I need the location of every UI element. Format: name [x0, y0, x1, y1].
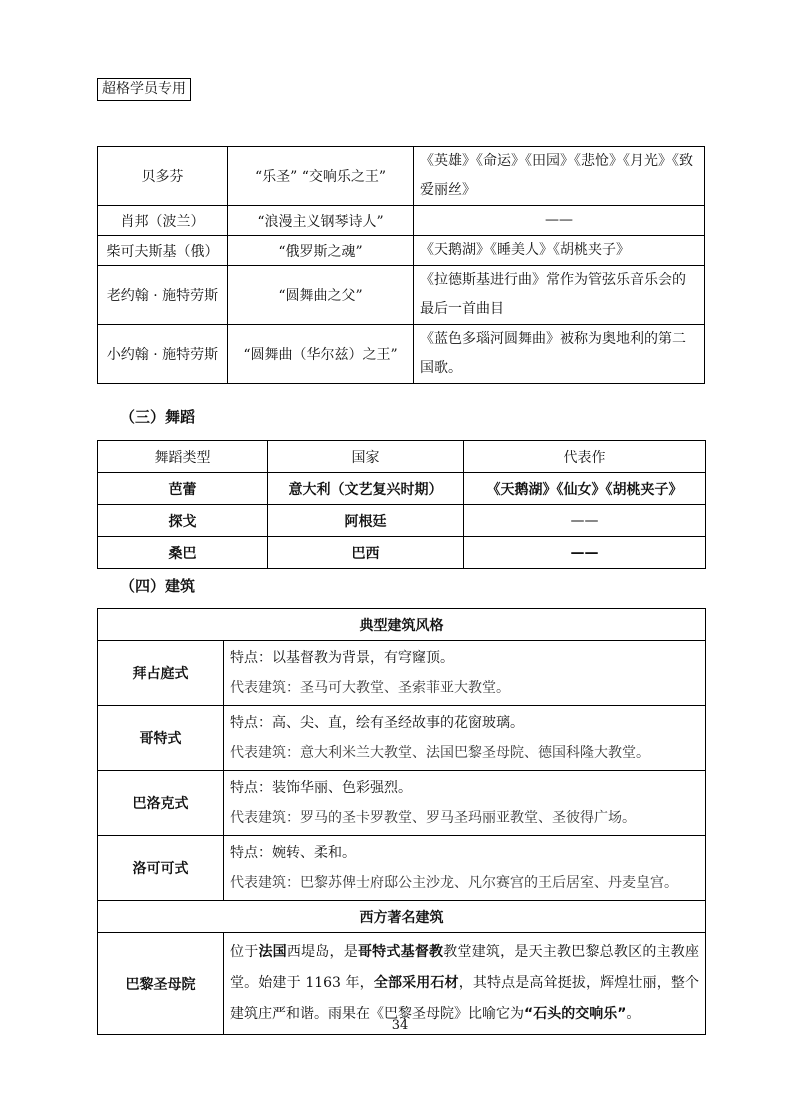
table-row: [98, 706, 706, 771]
style-examples: 代表建筑：意大利米兰大教堂、法国巴黎圣母院、德国科隆大教堂。: [230, 745, 650, 761]
composer-title: “圆舞曲之父”: [228, 266, 414, 325]
style-name: 哥特式: [98, 706, 224, 771]
dance-works: ——: [464, 505, 706, 537]
style-feature: 特点：装饰华丽、色彩强烈。: [230, 780, 412, 796]
text-run: 西堤岛，是: [286, 944, 358, 960]
text-run: 。: [626, 1006, 641, 1022]
composer-name: 肖邦（波兰）: [98, 206, 228, 236]
dance-works: 《天鹅湖》《仙女》《胡桃夹子》: [464, 473, 706, 505]
style-description: [224, 706, 706, 771]
section-row: [98, 609, 706, 641]
architecture-table: [97, 608, 706, 1035]
table-row: [98, 266, 705, 325]
column-header: 代表作: [464, 441, 706, 473]
table-row: [98, 473, 706, 505]
section-title: 典型建筑风格: [98, 609, 706, 641]
style-name: 巴洛克式: [98, 771, 224, 836]
text-run: 位于: [230, 944, 259, 960]
building-name: 巴黎圣母院: [98, 933, 224, 1035]
dance-type: 芭蕾: [98, 473, 268, 505]
dance-heading: （三）舞蹈: [120, 408, 196, 426]
dance-type: 桑巴: [98, 537, 268, 569]
table-row: [98, 505, 706, 537]
dance-type: 探戈: [98, 505, 268, 537]
composer-name: 小约翰 · 施特劳斯: [98, 325, 228, 384]
composer-works: 《天鹅湖》《睡美人》《胡桃夹子》: [414, 236, 705, 266]
table-row: [98, 236, 705, 266]
composer-name: 柴可夫斯基（俄）: [98, 236, 228, 266]
dance-table: [97, 440, 706, 569]
column-header: 国家: [268, 441, 464, 473]
page-number: 34: [391, 1018, 409, 1033]
column-header: 舞蹈类型: [98, 441, 268, 473]
style-examples: 代表建筑：圣马可大教堂、圣索菲亚大教堂。: [230, 680, 510, 696]
style-examples: 代表建筑：巴黎苏俾士府邸公主沙龙、凡尔赛宫的王后居室、丹麦皇宫。: [230, 875, 678, 891]
composer-name: 老约翰 · 施特劳斯: [98, 266, 228, 325]
dance-works: ——: [464, 537, 706, 569]
composer-title: “乐圣” “交响乐之王”: [228, 147, 414, 206]
composer-works: 《蓝色多瑙河圆舞曲》被称为奥地利的第二国歌。: [414, 325, 705, 384]
table-row: [98, 206, 705, 236]
dance-country: 阿根廷: [268, 505, 464, 537]
style-examples: 代表建筑：罗马的圣卡罗教堂、罗马圣玛丽亚教堂、圣彼得广场。: [230, 810, 636, 826]
style-feature: 特点：婉转、柔和。: [230, 845, 356, 861]
composer-works: 《拉德斯基进行曲》常作为管弦乐音乐会的最后一首曲目: [414, 266, 705, 325]
label-tag: 超格学员专用: [97, 78, 191, 101]
dance-country: 意大利（文艺复兴时期）: [268, 473, 464, 505]
composer-title: “浪漫主义钢琴诗人”: [228, 206, 414, 236]
section-row: [98, 901, 706, 933]
style-feature: 特点：高、尖、直，绘有圣经故事的花窗玻璃。: [230, 715, 524, 731]
table-row: [98, 771, 706, 836]
table-row: [98, 836, 706, 901]
table-row: [98, 147, 705, 206]
composer-title: “圆舞曲（华尔兹）之王”: [228, 325, 414, 384]
table-row: [98, 641, 706, 706]
dance-country: 巴西: [268, 537, 464, 569]
composer-title: “俄罗斯之魂”: [228, 236, 414, 266]
emphasis: 全部采用石材: [373, 975, 459, 991]
table-row: [98, 537, 706, 569]
composer-table: [97, 146, 705, 384]
style-feature: 特点：以基督教为背景，有穹窿顶。: [230, 650, 454, 666]
emphasis: 法国: [258, 944, 287, 960]
section-title: 西方著名建筑: [98, 901, 706, 933]
composer-works: ——: [414, 206, 705, 236]
emphasis: 哥特式基督教: [357, 944, 444, 960]
style-name: 洛可可式: [98, 836, 224, 901]
composer-works: 《英雄》《命运》《田园》《悲怆》《月光》《致爱丽丝》: [414, 147, 705, 206]
table-row: [98, 325, 705, 384]
style-description: [224, 771, 706, 836]
architecture-heading: （四）建筑: [120, 577, 196, 595]
style-name: 拜占庭式: [98, 641, 224, 706]
style-description: [224, 836, 706, 901]
text-run: ，其特点是高耸挺拔，辉煌壮丽，整个建筑庄严和谐。雨果在《巴黎圣母院》比喻它为: [230, 975, 700, 1022]
emphasis: “石头的交响乐”: [524, 1006, 627, 1022]
text-run: 教堂建筑，是天主教巴黎总教区的主教座堂。始建于 1163 年，: [230, 944, 699, 991]
table-header-row: [98, 441, 706, 473]
style-description: [224, 641, 706, 706]
composer-name: 贝多芬: [98, 147, 228, 206]
